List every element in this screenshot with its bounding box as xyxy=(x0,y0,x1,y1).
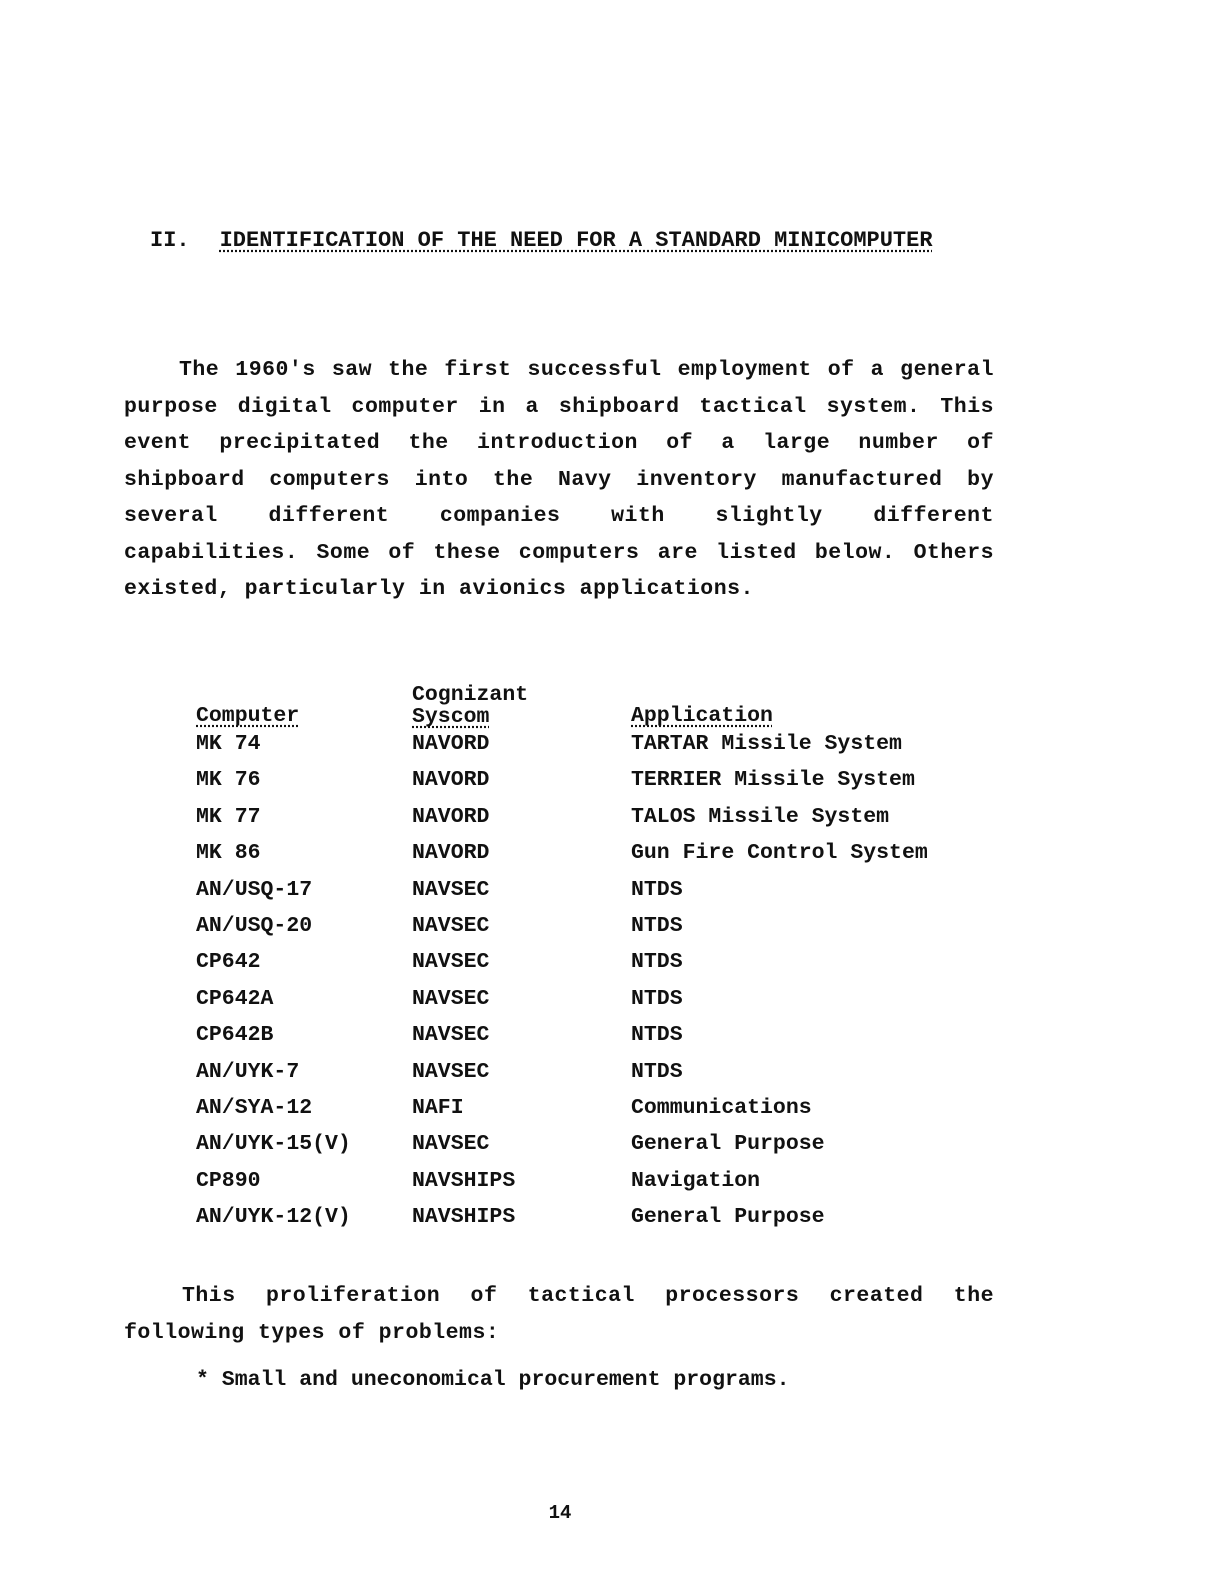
cell-application: NTDS xyxy=(631,1023,683,1048)
cell-application: General Purpose xyxy=(631,1205,825,1230)
cell-syscom: NAVSHIPS xyxy=(412,1168,516,1193)
cell-application: General Purpose xyxy=(631,1132,825,1157)
header-syscom xyxy=(412,684,528,728)
cell-computer: MK 77 xyxy=(196,804,261,829)
header-computer-label: Computer xyxy=(196,704,300,728)
cell-computer: CP890 xyxy=(196,1168,261,1193)
cell-application: Navigation xyxy=(631,1168,761,1193)
cell-syscom: NAVSEC xyxy=(412,877,490,902)
cell-computer: AN/USQ-20 xyxy=(196,913,313,938)
cell-computer: AN/USQ-17 xyxy=(196,877,313,902)
cell-computer: MK 76 xyxy=(196,768,261,793)
section-number: II. xyxy=(150,228,190,253)
cell-syscom: NAVORD xyxy=(412,841,490,866)
cell-syscom: NAVSEC xyxy=(412,1023,490,1048)
cell-computer: CP642B xyxy=(196,1023,274,1048)
cell-application: TARTAR Missile System xyxy=(631,732,902,756)
cell-syscom: NAVSEC xyxy=(412,1132,490,1157)
header-syscom-line1: Cognizant xyxy=(412,683,529,707)
cell-syscom: NAVORD xyxy=(412,732,490,756)
cell-application: NTDS xyxy=(631,950,683,975)
cell-application: NTDS xyxy=(631,913,683,938)
cell-syscom: NAVSEC xyxy=(412,950,490,975)
cell-computer: AN/SYA-12 xyxy=(196,1095,313,1120)
section-heading xyxy=(150,228,933,253)
cell-application: Communications xyxy=(631,1095,812,1120)
cell-application: TERRIER Missile System xyxy=(631,768,915,793)
cell-application: NTDS xyxy=(631,986,683,1011)
header-application xyxy=(631,704,773,728)
problems-paragraph: This proliferation of tactical processors created the following types of problems: xyxy=(124,1284,994,1345)
header-application-label: Application xyxy=(631,704,773,728)
cell-computer: MK 86 xyxy=(196,841,261,866)
cell-computer: MK 74 xyxy=(196,732,261,756)
cell-application: NTDS xyxy=(631,877,683,902)
cell-computer: AN/UYK-15(V) xyxy=(196,1132,351,1157)
cell-computer: AN/UYK-12(V) xyxy=(196,1205,351,1230)
cell-syscom: NAVSEC xyxy=(412,1059,490,1084)
cell-syscom: NAVSHIPS xyxy=(412,1205,516,1230)
intro-paragraph: The 1960's saw the first successful employment of a general purpose digital computer in a shipboard tactical system. This event precipitated the introduction of a large number of shipboard computers into the Navy inventory manufactured by several different companies with slightly different capabilities. Some of these computers are listed below. Others existed, particularly in avionics applications. xyxy=(124,358,994,601)
header-computer xyxy=(196,704,299,728)
bullet-item: * Small and uneconomical procurement programs. xyxy=(196,1368,790,1392)
cell-application: Gun Fire Control System xyxy=(631,841,928,866)
cell-syscom: NAFI xyxy=(412,1095,464,1120)
cell-syscom: NAVORD xyxy=(412,804,490,829)
cell-computer: AN/UYK-7 xyxy=(196,1059,300,1084)
cell-syscom: NAVSEC xyxy=(412,913,490,938)
cell-syscom: NAVSEC xyxy=(412,986,490,1011)
section-title: IDENTIFICATION OF THE NEED FOR A STANDARD MINICOMPUTER xyxy=(219,228,933,253)
cell-computer: CP642A xyxy=(196,986,274,1011)
cell-syscom: NAVORD xyxy=(412,768,490,793)
cell-application: NTDS xyxy=(631,1059,683,1084)
cell-computer: CP642 xyxy=(196,950,261,975)
page-number: 14 xyxy=(548,1502,572,1524)
header-syscom-line2: Syscom xyxy=(412,705,490,729)
cell-application: TALOS Missile System xyxy=(631,804,890,829)
